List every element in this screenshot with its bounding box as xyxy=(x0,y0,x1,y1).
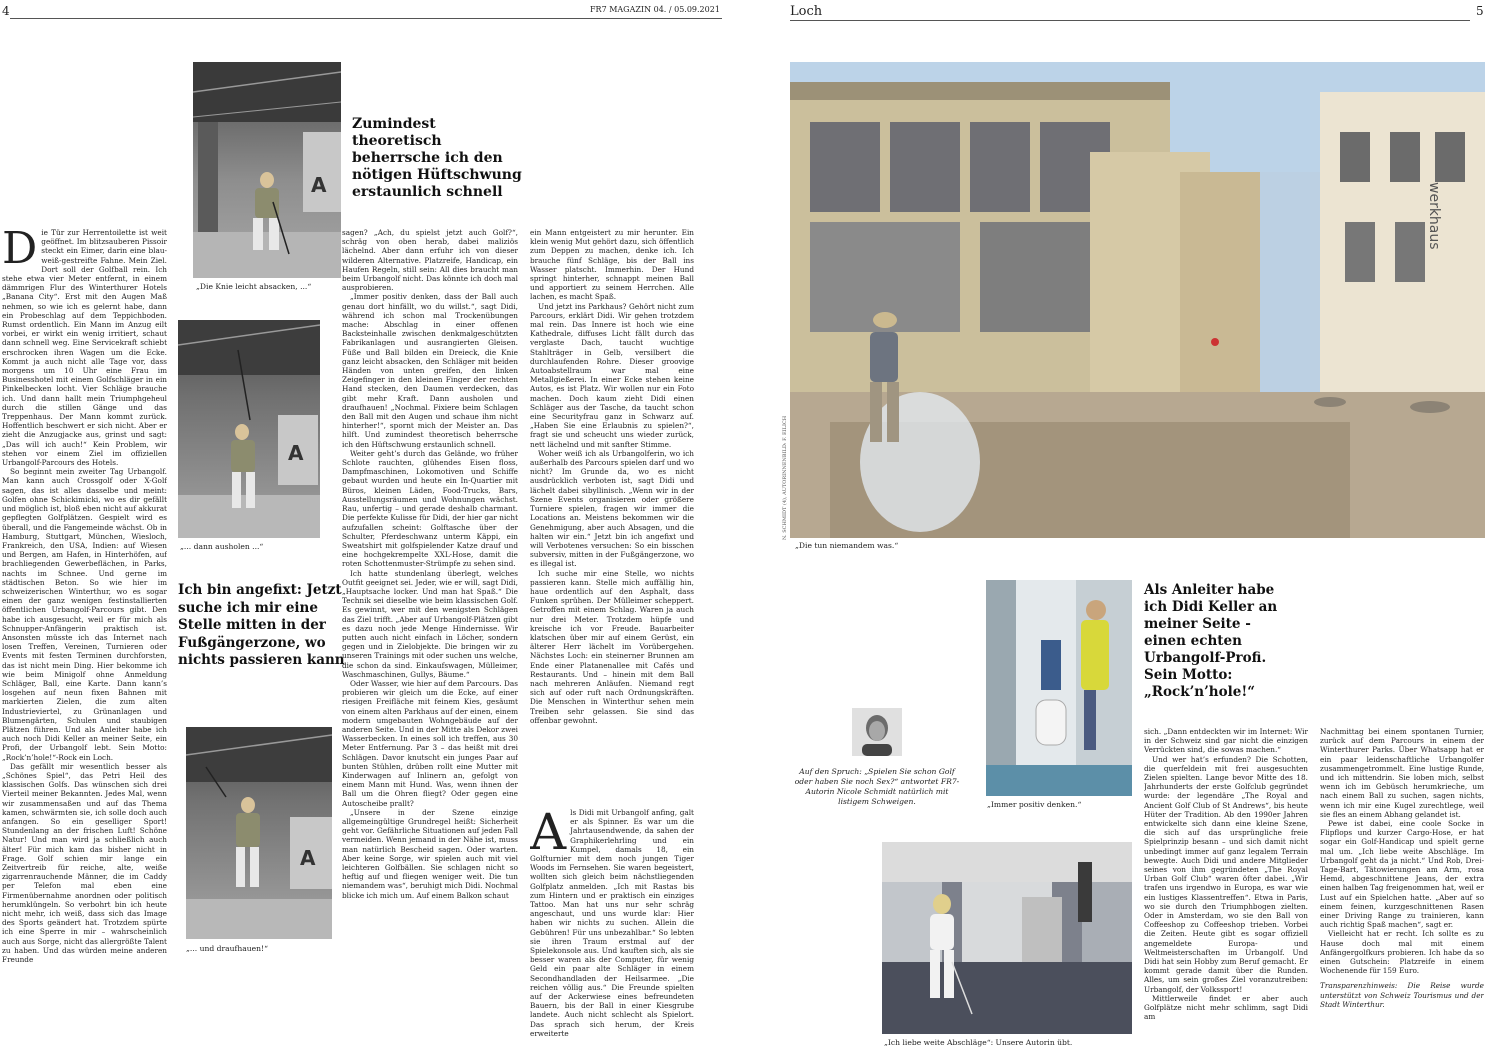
transparency-note: Transparenzhinweis: Die Reise wurde unterstützt von Schweiz Tourismus und der Stadt Winterthur. xyxy=(1320,981,1484,1009)
caption-knees: „Die Knie leicht absacken, ...“ xyxy=(196,282,312,291)
col3-para3: Woher weiß ich als Urbangolferin, wo ich außerhalb des Parcours spielen darf und wo nicht? Im Grunde da, wo es nicht ausdrücklich verboten ist, sagt Didi und lächelt dabei sibyllinisch. „Wenn wir in der Szene Events organisieren oder größere Turniere spielen, fragen wir immer die Locations an. Meistens bekommen wir die Genehmigung, aber auch Absagen, und die halten wir ein.“ Jetzt bin ich angefixt und will Verbotenes versuchen: So ein bisschen subversiv, mitten in der Fußgängerzone, wo es illegal ist. xyxy=(530,448,694,569)
dropcap-d: D xyxy=(2,228,38,274)
left-page-number: 4 xyxy=(2,4,10,18)
author-portrait-graphic xyxy=(852,708,902,756)
col3-para4: Ich suche mir eine Stelle, wo nichts passieren kann. Stelle mich auffällig hin, haue ordentlich auf den Asphalt, dass Funken sprühen. Der Mülleimer scheppert. Getroffen mit einem Schlag. Waren ja auch nur drei Meter. Trotzdem hüpfe und kreische ich vor Freude. Bauarbeiter klatschen über mir auf einem Gerüst, ein älterer Herr lächelt im Vorübergehen. Nächstes Loch: ein steinerner Brunnen am Ende einer Platanenallee mit Cafés und Restaurants. Und – hinein mit dem Ball nach mehreren Anläufen. Niemand regt sich auf oder ruft nach Ordnungskräften. Die Menschen in Winterthur sehen mein Treiben sehr gelassen. Sie sind das offenbar gewohnt. xyxy=(530,568,694,725)
urinal-graphic xyxy=(986,580,1132,796)
col1-para2: So beginnt mein zweiter Tag Urbangolf. Man kann auch Crossgolf oder X-Golf sagen, das ist alles dasselbe und meint: Golfen ohne Schickimicki, wo es dir gefällt und möglich ist, bloß eben nicht auf akkurat gepflegten Golfplätzen. Gespielt wird es überall, und die Fangemeinde wächst. Ob in Hamburg, Stuttgart, München, Wiesloch, Frankreich, den USA, Indien: auf Wiesen und Bergen, am Hafen, in Hinterhöfen, auf brachliegenden Gewerbeflächen, in Parks, nachts im Schnee. Und gerne im städtischen Beton. So wie hier im schweizerischen Winterthur, wo es sogar einen der ganz wenigen festinstallierten öffentlichen Urbangolf-Parcours gibt. Den habe ich ausgesucht, weil er für mich als Schnupper-Anfängerin praktisch ist. Ansonsten müsste ich das Internet nach losen Treffen, Vereinen, Turnieren oder Events mit festen Terminen durchforsten, das ist nicht mein Ding. Hier bekomme ich wie beim Minigolf ohne Anmeldung Schläger, Ball, eine Karte. Dann kann’s losgehen auf neun fixen Bahnen mit markierten Zielen, die zum alten Industrieviertel, zu Grünanlagen und Blumengärten, Schulen und staubigen Plätzen führen. Und als Anleiter habe ich auch noch Didi Keller an meiner Seite, ein Profi, der Urbangolf lebt. Sein Motto: „Rock’n’hole!“-Rock ein Loch. xyxy=(2,467,167,762)
col2-para4: Ich hatte stundenlang überlegt, welches Outfit geeignet sei. Jeder, wie er will, sagt Didi, „Hauptsache locker. Und man hat Spaß.“ Die Technik sei dieselbe wie beim klassischen Golf. Es gewinnt, wer mit den wenigsten Schlägen das Ziel trifft. „Aber auf Urbangolf-Plätzen gibt es dazu noch jede Menge Hindernisse. Wir putten auch nicht einfach in Löcher, sondern gegen und in Zielobjekte. Die bringen wir zu unseren Trainings mit oder suchen uns welche, die schon da sind. Einkaufswagen, Mülleimer, Waschmaschinen, Gullys, Bäume.“ xyxy=(342,568,518,679)
photo-hallway xyxy=(882,842,1132,1034)
col5-para1: sich. „Dann entdeckten wir im Internet: Wir in der Schweiz sind gar nicht die einzigen Verrückten sind, die sowas machen.“ xyxy=(1144,727,1308,755)
caption-ausholen: „... dann ausholen ...“ xyxy=(180,542,264,551)
col5-para2: Und wer hat’s erfunden? Die Schotten, die querfeldein mit frei ausgesuchten Zielen spielten. Lange bevor Mitte des 18. Jahrhunderts der erste Golfclub gegründet wurde: der legendäre „The Royal and Ancient Golf Club of St Andrews“, bis heute Hüter der Tradition. Ab den 1990er Jahren entwickelte sich dann eine kleine Szene, die sich auf das ursprüngliche freie Spielprinzip besann – und sich damit nicht unbedingt immer auf ganz legalem Terrain bewegte. Auch Didi und andere Mitglieder seines von ihm gegründeten „The Royal Urban Golf Club“ waren öfter dabei. „Wir trafen uns irgendwo in Europa, es war wie ein lustiges Klassentreffen“. Etwa in Paris, wo sie durch den Triumphbogen zielten. Oder in Amsterdam, wo sie den Ball von Coffeeshop zu Coffeeshop trieben. Vorbei die Zeiten. Heute gibt es sogar offiziell angemeldete Europa- und Weltmeisterschaften im Urbangolf. Und Didi hat sein Hobby zum Beruf gemacht. Er kommt gerade damit über die Runden. Alles, um sein großes Ziel voranzutreiben: Urbangolf, der Volkssport! xyxy=(1144,754,1308,994)
header-rule-right xyxy=(790,20,1470,21)
text-column-1 xyxy=(2,228,167,1050)
wall-letter-3: A xyxy=(300,846,316,870)
text-column-4 xyxy=(530,808,694,1050)
right-page-number: 5 xyxy=(1476,4,1484,18)
caption-draufhauen: „... und draufhauen!“ xyxy=(186,944,268,953)
col2-para6: „Unsere in der Szene einzige allgemeingültige Grundregel heißt: Sicherheit geht vor. Gefährliche Situationen auf jeden Fall vermeiden. Wenn jemand in der Nähe ist, muss man natürlich Bescheid sagen. Oder warten. Aber keine Sorge, wir spielen auch mit viel leichteren Golfbällen. Sie schlagen nicht so heftig auf und fliegen weniger weit. Die tun niemandem was“, beruhigt mich Didi. Nochmal blicke ich mich um. Auf einem Balkon schaut xyxy=(342,807,518,900)
hall-structure-graphic-2 xyxy=(178,320,320,538)
text-column-2 xyxy=(342,228,518,1050)
photo-hall-3 xyxy=(186,727,332,939)
hall-structure-graphic-3 xyxy=(186,727,332,939)
section-title: Loch xyxy=(790,4,823,19)
col2-para3: Weiter geht’s durch das Gelände, wo früher Schlote rauchten, glühendes Eisen floss, Dampfmaschinen, Lokomotiven und Schiffe gebaut wurden und heute ein In-Quartier mit Büros, kleinen Läden, Food-Trucks, Bars, Ausstellungsräumen und Wohnungen wächst. Rau, unfertig – und gerade deshalb charmant. Die perfekte Kulisse für Didi, der hier gar nicht aufzufallen scheint: Golftasche über der Schulter, Pferdeschwanz unterm Käppi, ein Sweatshirt mit golfspielender Katze drauf und eine hochgekrempelte XXL-Hose, damit die roten Schottenmuster-Strümpfe zu sehen sind. xyxy=(342,448,518,569)
col5-para3: Mittlerweile findet er aber auch Golfplätze nicht mehr schlimm, sagt Didi am xyxy=(1144,993,1308,1022)
text-column-6 xyxy=(1320,727,1484,1050)
caption-positiv: „Immer positiv denken.“ xyxy=(987,800,1082,809)
magazine-date: FR7 MAGAZIN 04. / 05.09.2021 xyxy=(590,5,720,14)
building-sign-text: werkhaus xyxy=(1426,182,1442,250)
photo-urinal xyxy=(986,580,1132,796)
headline-hueftschwung: Zumindest theoretisch beherrsche ich den nötigen Hüftschwung erstaunlich schnell xyxy=(352,116,522,200)
header-rule-left xyxy=(10,18,722,19)
wall-letter-2: A xyxy=(288,441,304,465)
col6-para3: Vielleicht hat er recht. Ich sollte es zu Hause doch mal mit einem Anfängergolfkurs probieren. Ich habe da so einen Gutschein: Platzreife in einem Wochenende für 159 Euro. xyxy=(1320,929,1484,976)
col6-para2: Pewe ist dabei, eine coole Socke in Flipflops und kurzer Cargo-Hose, er hat sogar ein Golf-Handicap und spielt gerne mal um. „Ich liebe weite Abschläge. Im Urbangolf geht da ja nicht.“ Und Rob, Drei-Tage-Bart, Tätowierungen am Arm, rosa Hemd, abgeschnittene Jeans, der extra einen halben Tag freigenommen hat, weil er Lust auf ein Spielchen hatte. „Aber auf so einem feinen, kurzgeschnittenen Rasen einer Driving Range zu trainieren, kann auch richtig Spaß machen“, sagt er. xyxy=(1320,819,1484,930)
headline-angefixt: Ich bin angefixt: Jetzt suche ich mir eine Stelle mitten in der Fußgängerzone, wo nichts passieren kann xyxy=(178,582,345,668)
col4-para1: ls Didi mit Urbangolf anfing, galt er als Spinner. Es war um die Jahrtausendwende, da sahen der Graphikerlehrling und ein Kumpel, damals 18, ein Golfturnier mit dem noch jungen Tiger Woods im Fernsehen. Sie waren begeistert, wollten sich gleich beim nächstliegenden Golfplatz anmelden. „Ich mit Rastas bis zum Hintern und er praktisch ein einziges Tattoo. Man hat uns nur sehr schräg angeschaut, und uns wurde klar: Hier haben wir nichts zu suchen. Allein die Gebühren! Für uns unbezahlbar.“ So lebten sie ihren Traum erstmal auf der Spielekonsole aus. Und kauften sich, als sie besser waren als der Computer, für wenig Geld ein paar alte Schläger in einem Secondhandladen der Heilsarmee. „Die reichen völlig aus.“ Die Freunde spielten auf der Ackerwiese eines befreundeten Bauern, bis der Ball in einer Kiesgrube landete. Auch nicht schlecht als Spielort. Das sprach sich herum, der Kreis erweiterte xyxy=(530,808,694,1038)
photo-credit: N. SCHMIDT (4), AUTORINNENBILD: F. EILICH xyxy=(782,415,788,540)
photo-hall-1 xyxy=(193,62,341,278)
wall-letter: A xyxy=(311,173,327,197)
hallway-graphic xyxy=(882,842,1132,1034)
author-caption: Auf den Spruch: „Spielen Sie schon Golf oder haben Sie noch Sex?“ antwortet FR7-Autorin Nicole Schmidt natürlich mit listigem Schweigen. xyxy=(794,767,960,806)
courtyard-graphic xyxy=(790,62,1485,538)
col2-para1: sagen? „Ach, du spielst jetzt auch Golf?“, schräg von oben herab, dabei maliziös lächelnd. Aber dann erfuhr ich von dieser wilderen Alternative. Platzreife, Handicap, ein Haufen Regeln, still sein: All dies braucht man beim Urbangolf nicht. Das könnte ich doch mal ausprobieren. xyxy=(342,228,518,293)
col3-para2: Und jetzt ins Parkhaus? Gehört nicht zum Parcours, erklärt Didi. Wir gehen trotzdem mal rein. Das Innere ist hoch wie eine Kathedrale, diffuses Licht fällt durch das verglaste Dach, taucht wuchtige Stahlträger in Gelb, versilbert die durchlaufenden Rohre. Dieser groovige Autoabstellraum war mal eine Metallgießerei. In einer Ecke stehen keine Autos, es ist Platz. Wir wollen nur ein Foto machen. Doch kaum zieht Didi einen Schläger aus der Tasche, da taucht schon eine Securityfrau ganz in Schwarz auf. „Haben Sie eine Erlaubnis zu spielen?“, fragt sie und scheucht uns wieder zurück, nett lächelnd und mit sanfter Stimme. xyxy=(530,301,694,449)
text-column-5 xyxy=(1144,727,1308,1050)
text-column-3 xyxy=(530,228,694,783)
col2-para2: „Immer positiv denken, dass der Ball auch genau dort hinfällt, wo du willst.“, sagt Didi, während ich schon mal Trockenübungen mache: Abschlag in einer offenen Backsteinhalle zwischen denkmalgeschützten Fabrikanlagen und ausrangierten Gleisen. Füße und Ball bilden ein Dreieck, die Knie ganz leicht absacken, den Schläger mit beiden Händen von unten greifen, den linken Zeigefinger in den kleinen Finger der rechten Hand stecken, den Daumen verdecken, das gibt mehr Kraft. Dann ausholen und draufhauen! „Nochmal. Fixiere beim Schlagen den Ball mit den Augen und schaue ihm nicht hinterher!“, spornt mich der Meister an. Das hilft. Und zumindest theoretisch beherrsche ich den Hüftschwung erstaunlich schnell. xyxy=(342,292,518,449)
col3-para1: ein Mann entgeistert zu mir herunter. Ein klein wenig Mut gehört dazu, sich öffentlich zum Deppen zu machen, denke ich. Ich brauche fünf Schläge, bis der Ball ins Wasser platscht. Immerhin. Der Hund springt hinterher, schnappt meinen Ball und apportiert zu seinem Herrchen. Alle lachen, es macht Spaß. xyxy=(530,228,694,302)
col1-para3: Das gefällt mir wesentlich besser als „Schönes Spiel“, das Petri Heil des klassischen Golfs. Das wünschen sich drei Vierteil meiner Bekannten. Jedes Mal, wenn wir zusammensaßen und auf das Thema kamen, schwärmten sie, ich solle doch auch anfangen. So ein geselliger Sport! Stundenlang an der frischen Luft! Schöne Natur! Und man wird ja schließlich auch älter! Für mich kam das bisher nicht in Frage. Golf schien mir lange ein Zeitvertreib für reiche, alte, weiße zigarrenrauchende Männer, die im Caddy per Telefon mal eben eine Firmenübernahme anordnen oder politisch herumklüngeln. So verbohrt bin ich heute nicht mehr, ich weiß, dass sich das Image des Sports geändert hat. Trotzdem spürte ich eine Sperre in mir – wahrscheinlich auch aus Sorge, nicht das allergrößte Talent zu haben. Und das würden meine anderen Freunde xyxy=(2,761,167,965)
caption-abschlaege: „Ich liebe weite Abschläge“: Unsere Autorin übt. xyxy=(884,1038,1073,1047)
headline-anleiter: Als Anleiter habe ich Didi Keller an meiner Seite - einen echten Urbangolf-Profi. Sein Motto: „Rock’n’hole!“ xyxy=(1144,582,1278,700)
author-portrait xyxy=(852,708,902,756)
col2-para5: Oder Wasser, wie hier auf dem Parcours. Das probieren wir gleich um die Ecke, auf einer riesigen Freifläche mit feinem Kies, gesäumt von einem alten Parkhaus auf der einen, einem modern umgebauten Wohngebäude auf der anderen Seite. Und in der Mitte als Dekor zwei Wasserbecken. In eines soll ich treffen, aus 30 Meter Entfernung. Par 3 – das heißt mit drei Schlägen. Davor knutscht ein junges Paar auf bunten Stühlen, drüben rollt eine Mutter mit Kinderwagen auf Inlinern an, gefolgt von einem Mann mit Hund. Was, wenn ihnen der Ball um die Ohren fliegt? Oder gegen eine Autoscheibe prallt? xyxy=(342,678,518,808)
col6-para1: Nachmittag bei einem spontanen Turnier, zurück auf dem Parcours in einem der Winterthurer Parks. Über Whatsapp hat er ein paar leidenschaftliche Urbangolfer zusammengetrommelt. Eine lustige Runde, und ich mittendrin. Sie loben mich, selbst wenn ich im Gebüsch herumkrieche, um nach einem Ball zu suchen, sagen nichts, wenn ich mir eine Kugel zurechtlege, weil sie fles an einem Abhang gelandet ist. xyxy=(1320,727,1484,819)
photo-courtyard xyxy=(790,62,1485,538)
col1-para1: ie Tür zur Herrentoilette ist weit geöffnet. Im blitzsauberen Pissoir steckt ein Eimer, darin eine blau-weiß-gestreifte Fahne. Mein Ziel. Dort soll der Golfball rein. Ich stehe etwa vier Meter entfernt, in einem dämmrigen Flur des Winterthurer Hotels „Banana City“. Erst mit den Augen Maß nehmen, so wie ich es gelernt habe, dann ein Probeschlag auf dem Teppichboden. Rumst ordentlich. Ein Mann im Anzug eilt vorbei, er wirkt ein wenig irritiert, schaut dann schnell weg. Eine Servicekraft schiebt erschrocken ihren Wagen um die Ecke. Kommt ja auch nicht alle Tage vor, dass morgens um 10 Uhr eine Frau im Businesshotel mit einem Golfschläger in ein Pinkelbecken locht. Vier Schläge brauche ich. Und dann hallt mein Triumphgeheul durch die stillen Gänge und das Treppenhaus. Der Mann kommt zurück. Hoffentlich beschwert er sich nicht. Aber er zieht die Anzugjacke aus, grinst und sagt: „Das will ich auch!“ Kein Problem, wir stehen vor einem Ziel im offiziellen Urbangolf-Parcours des Hotels. xyxy=(2,228,167,468)
dropcap-a: A xyxy=(530,808,567,861)
caption-niemandem: „Die tun niemandem was.“ xyxy=(795,541,899,550)
hall-structure-graphic xyxy=(193,62,341,278)
photo-hall-2 xyxy=(178,320,320,538)
